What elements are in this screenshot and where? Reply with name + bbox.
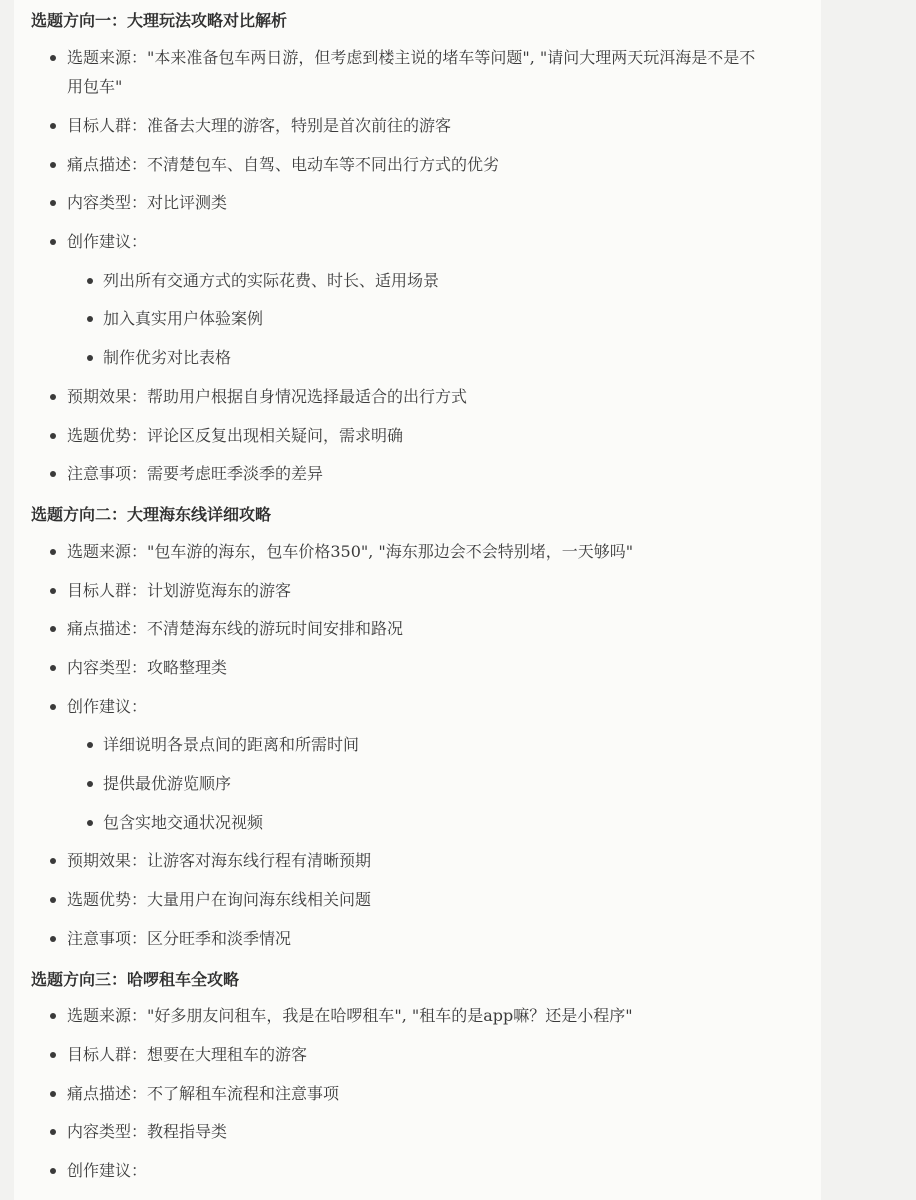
list-item xyxy=(67,421,403,450)
bullet-icon xyxy=(50,936,56,942)
item-text: 选题来源："本来准备包车两日游，但考虑到楼主说的堵车等问题", "请问大理两天玩洱海是不是不用包车" xyxy=(67,48,756,96)
list-item xyxy=(67,537,633,566)
item-text: 预期效果：让游客对海东线行程有清晰预期 xyxy=(67,851,372,870)
bullet-icon xyxy=(87,820,93,826)
sub-list-item xyxy=(103,266,439,295)
bullet-icon xyxy=(87,781,93,787)
sub-list-item xyxy=(103,304,263,333)
bullet-icon xyxy=(50,433,56,439)
item-text: 内容类型：教程指导类 xyxy=(67,1122,228,1141)
bullet-icon xyxy=(87,278,93,284)
item-text: 包含实地交通状况视频 xyxy=(103,813,264,832)
bullet-icon xyxy=(50,471,56,477)
bullet-icon xyxy=(50,239,56,245)
bullet-icon xyxy=(50,665,56,671)
list-item xyxy=(67,111,451,140)
bullet-icon xyxy=(50,394,56,400)
bullet-icon xyxy=(50,123,56,129)
list-item xyxy=(67,1040,307,1069)
item-text: 选题优势：评论区反复出现相关疑问，需求明确 xyxy=(67,426,404,445)
bullet-icon xyxy=(50,626,56,632)
list-item xyxy=(67,43,767,101)
bullet-icon xyxy=(50,588,56,594)
bullet-icon xyxy=(50,162,56,168)
item-text: 创作建议： xyxy=(67,1161,148,1180)
item-text: 内容类型：攻略整理类 xyxy=(67,658,228,677)
section-title-3: 选题方向三：哈啰租车全攻略 xyxy=(31,970,240,989)
item-text: 选题来源："好多朋友问租车，我是在哈啰租车", "租车的是app嘛？还是小程序" xyxy=(67,1006,633,1025)
item-text: 预期效果：帮助用户根据自身情况选择最适合的出行方式 xyxy=(67,387,468,406)
bullet-icon xyxy=(50,55,56,61)
item-text: 制作优劣对比表格 xyxy=(103,348,232,367)
bullet-icon xyxy=(87,355,93,361)
bullet-icon xyxy=(50,704,56,710)
bullet-icon xyxy=(50,1013,56,1019)
bullet-icon xyxy=(50,1168,56,1174)
bullet-icon xyxy=(50,1052,56,1058)
sub-list-item xyxy=(103,343,231,372)
item-text: 注意事项：需要考虑旺季淡季的差异 xyxy=(67,464,324,483)
section-title-1: 选题方向一：大理玩法攻略对比解析 xyxy=(31,11,288,30)
sub-list-item xyxy=(103,808,263,837)
sub-list-item xyxy=(103,730,359,759)
item-text: 目标人群：准备去大理的游客，特别是首次前往的游客 xyxy=(67,116,452,135)
bullet-icon xyxy=(50,897,56,903)
list-item xyxy=(67,924,291,953)
item-text: 注意事项：区分旺季和淡季情况 xyxy=(67,929,292,948)
item-text: 加入真实用户体验案例 xyxy=(103,309,264,328)
item-text: 痛点描述：不清楚包车、自驾、电动车等不同出行方式的优劣 xyxy=(67,155,500,174)
sub-list-item xyxy=(103,769,231,798)
bullet-icon xyxy=(50,1129,56,1135)
bullet-icon xyxy=(50,549,56,555)
list-item xyxy=(67,846,371,875)
item-text: 列出所有交通方式的实际花费、时长、适用场景 xyxy=(103,271,440,290)
item-text: 创作建议： xyxy=(67,697,148,716)
list-item xyxy=(67,459,323,488)
list-item xyxy=(67,382,467,411)
item-text: 提供最优游览顺序 xyxy=(103,774,232,793)
list-item xyxy=(67,227,147,256)
item-text: 内容类型：对比评测类 xyxy=(67,193,228,212)
item-text: 详细说明各景点间的距离和所需时间 xyxy=(103,735,360,754)
list-item xyxy=(67,150,499,179)
item-text: 目标人群：想要在大理租车的游客 xyxy=(67,1045,308,1064)
bullet-icon xyxy=(50,1091,56,1097)
bullet-icon xyxy=(50,858,56,864)
item-text: 选题优势：大量用户在询问海东线相关问题 xyxy=(67,890,372,909)
list-item xyxy=(67,576,291,605)
list-item xyxy=(67,885,371,914)
item-text: 痛点描述：不清楚海东线的游玩时间安排和路况 xyxy=(67,619,404,638)
bullet-icon xyxy=(87,742,93,748)
list-item xyxy=(67,1001,633,1030)
item-text: 目标人群：计划游览海东的游客 xyxy=(67,581,292,600)
list-item xyxy=(67,1156,147,1185)
bullet-icon xyxy=(50,200,56,206)
section-title-2: 选题方向二：大理海东线详细攻略 xyxy=(31,505,272,524)
list-item xyxy=(67,1079,339,1108)
item-text: 创作建议： xyxy=(67,232,148,251)
item-text: 痛点描述：不了解租车流程和注意事项 xyxy=(67,1084,340,1103)
list-item xyxy=(67,614,403,643)
list-item xyxy=(67,1117,227,1146)
list-item xyxy=(67,653,227,682)
list-item xyxy=(67,692,147,721)
document-body xyxy=(14,0,821,1200)
bullet-icon xyxy=(87,316,93,322)
list-item xyxy=(67,188,227,217)
item-text: 选题来源："包车游的海东，包车价格350", "海东那边会不会特别堵，一天够吗" xyxy=(67,542,634,561)
